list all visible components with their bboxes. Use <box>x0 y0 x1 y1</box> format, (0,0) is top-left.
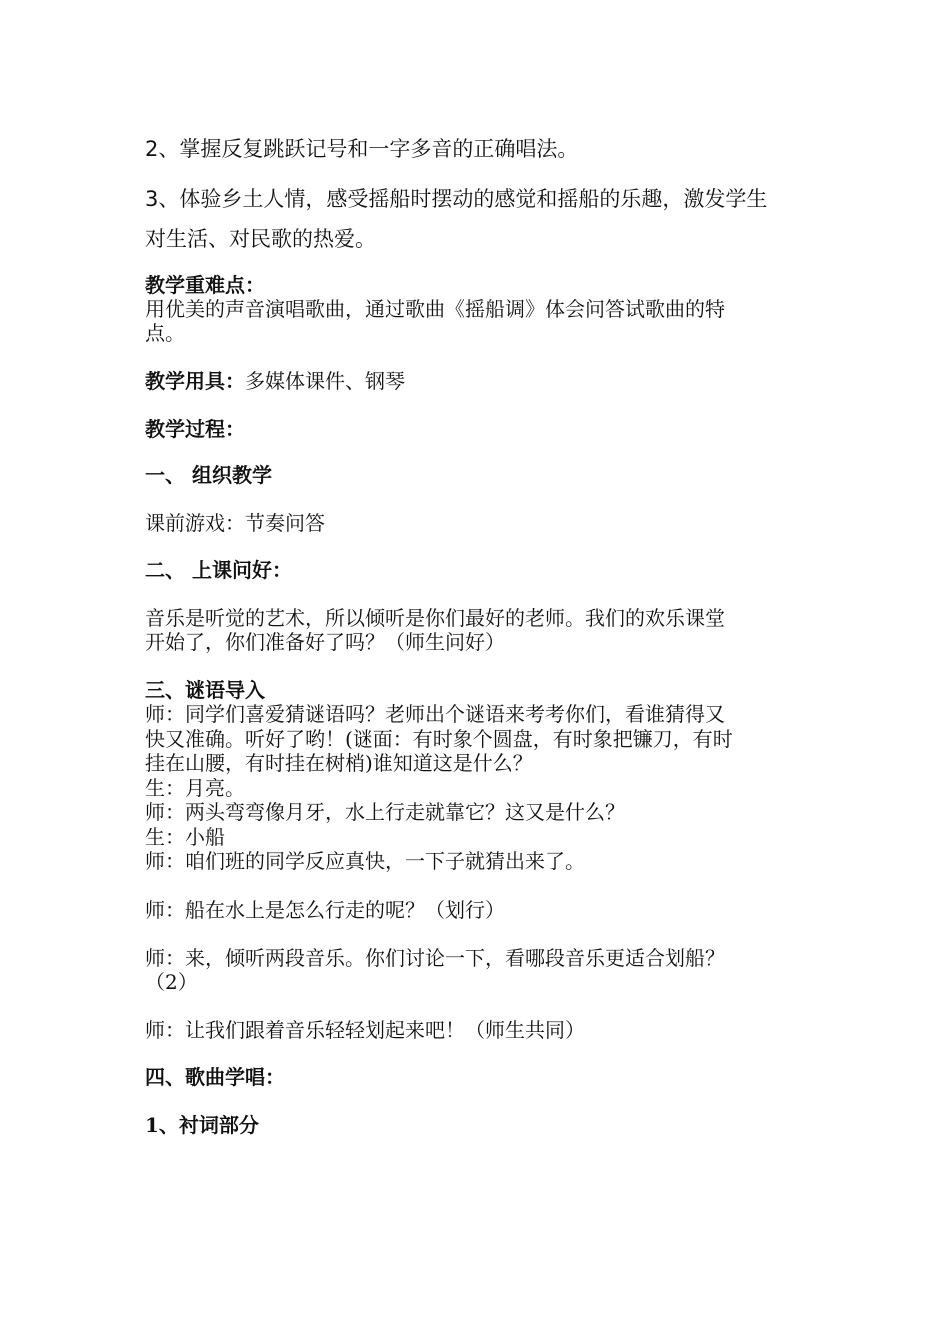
objective-3-line-2: 对生活、对民歌的热爱。 <box>145 227 376 251</box>
section-1-heading: 一、 组织教学 <box>145 463 272 487</box>
music-line-1: 师：来，倾听两段音乐。你们讨论一下，看哪段音乐更适合划船？ <box>145 946 725 970</box>
music-line-2: （2） <box>145 970 198 994</box>
row-together-line: 师：让我们跟着音乐轻轻划起来吧！（师生共同） <box>145 1018 585 1042</box>
section-4-sub-1: 1、衬词部分 <box>145 1113 259 1137</box>
process-heading: 教学过程： <box>145 417 245 441</box>
section-2-line-1: 音乐是听觉的艺术，所以倾听是你们最好的老师。我们的欢乐课堂 <box>145 606 725 630</box>
section-1-text: 课前游戏：节奏问答 <box>145 511 325 535</box>
teaching-tools-value: 多媒体课件、钢琴 <box>245 369 405 393</box>
section-2-line-2: 开始了，你们准备好了吗？（师生问好） <box>145 630 505 654</box>
riddle-line-3: 挂在山腰，有时挂在树梢)谁知道这是什么？ <box>145 751 533 775</box>
riddle-line-1: 师：同学们喜爱猜谜语吗？老师出个谜语来考考你们，看谁猜得又 <box>145 702 725 726</box>
key-points-line-2: 点。 <box>145 321 185 345</box>
riddle-line-4: 生：月亮。 <box>145 776 245 800</box>
riddle-line-2: 快又准确。听好了哟！(谜面：有时象个圆盘，有时象把镰刀，有时 <box>145 727 733 751</box>
teaching-tools-label: 教学用具： <box>145 369 245 393</box>
riddle-line-6: 生：小船 <box>145 825 225 849</box>
key-points-heading: 教学重难点： <box>145 273 265 297</box>
riddle-line-7: 师：咱们班的同学反应真快，一下子就猜出来了。 <box>145 849 585 873</box>
objective-2: 2、掌握反复跳跃记号和一字多音的正确唱法。 <box>145 137 579 161</box>
riddle-line-5: 师：两头弯弯像月牙，水上行走就靠它？这又是什么？ <box>145 800 625 824</box>
section-3-heading: 三、谜语导入 <box>145 678 265 702</box>
key-points-line-1: 用优美的声音演唱歌曲，通过歌曲《摇船调》体会问答试歌曲的特 <box>145 297 725 321</box>
section-2-heading: 二、 上课问好： <box>145 558 292 582</box>
objective-3-line-1: 3、体验乡土人情，感受摇船时摆动的感觉和摇船的乐趣，激发学生 <box>145 187 768 211</box>
teaching-tools <box>145 369 405 393</box>
section-4-heading: 四、歌曲学唱： <box>145 1065 285 1089</box>
boat-question: 师：船在水上是怎么行走的呢？（划行） <box>145 898 505 922</box>
